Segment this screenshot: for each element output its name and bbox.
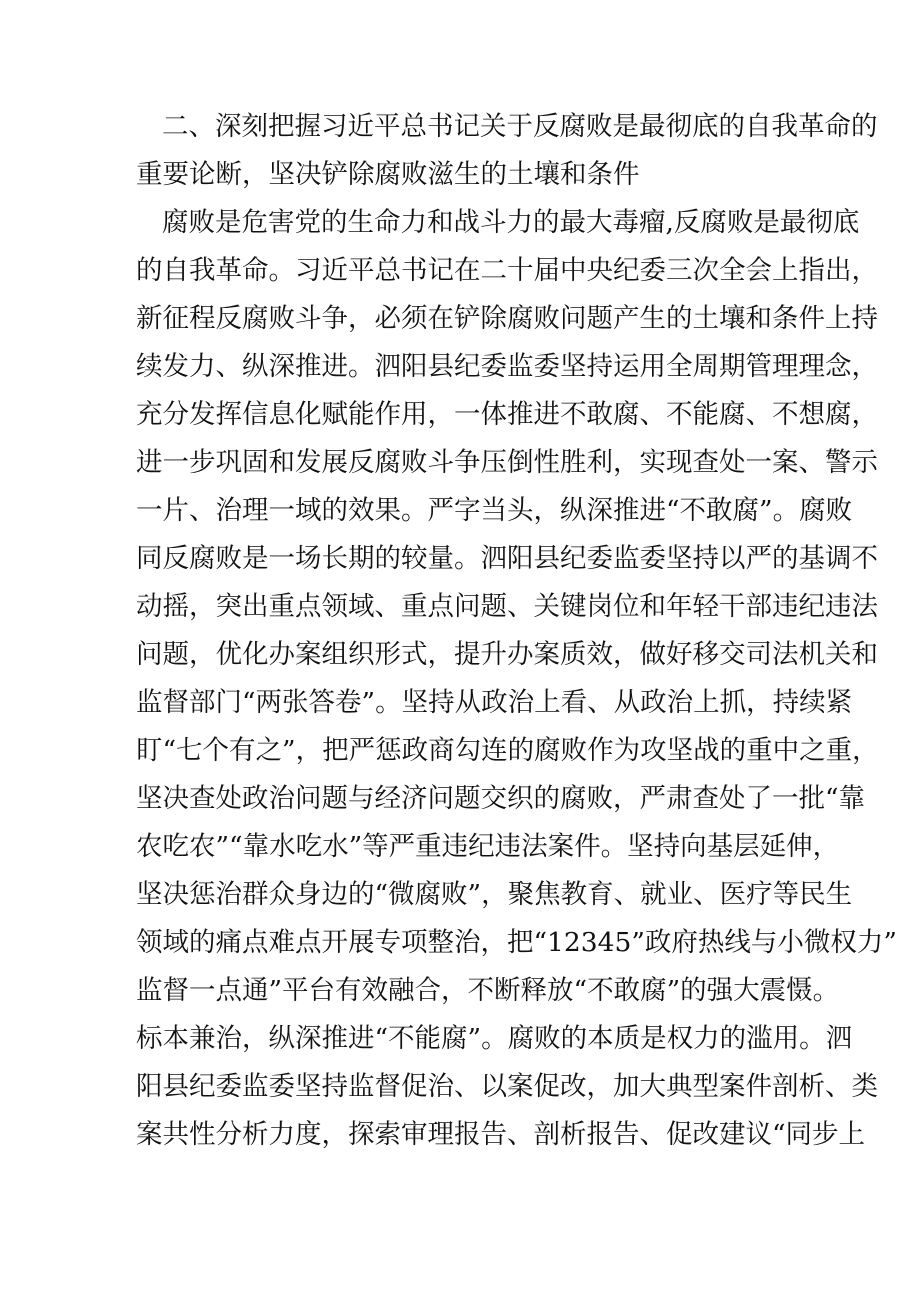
body-line: 腐败是危害党的生命力和战斗力的最大毒瘤,反腐败是最彻底 [162, 207, 860, 238]
body-line: 动摇，突出重点领域、重点问题、关键岗位和年轻干部违纪违法 [136, 591, 878, 622]
body-line: 进一步巩固和发展反腐败斗争压倒性胜利，实现查处一案、警示 [136, 447, 878, 478]
body-line: 案共性分析力度，探索审理报告、剖析报告、促改建议“同步上 [136, 1119, 866, 1150]
body-line: 领域的痛点难点开展专项整治，把“12345”政府热线与小微权力” [136, 927, 897, 958]
body-line: 监督一点通”平台有效融合，不断释放“不敢腐”的强大震慑。 [136, 975, 840, 1006]
body-line: 充分发挥信息化赋能作用，一体推进不敢腐、不能腐、不想腐， [136, 399, 878, 430]
body-line: 问题，优化办案组织形式，提升办案质效，做好移交司法机关和 [136, 639, 878, 670]
heading-line: 重要论断，坚决铲除腐败滋生的土壤和条件 [136, 159, 640, 190]
section-heading [136, 103, 878, 199]
body-line: 坚决查处政治问题与经济问题交织的腐败，严肃查处了一批“靠 [136, 783, 866, 814]
body-line: 监督部门“两张答卷”。坚持从政治上看、从政治上抓，持续紧 [136, 687, 853, 718]
document-page [136, 103, 897, 1159]
body-line: 续发力、纵深推进。泗阳县纪委监委坚持运用全周期管理理念， [136, 351, 878, 382]
body-line: 新征程反腐败斗争，必须在铲除腐败问题产生的土壤和条件上持 [136, 303, 878, 334]
body-line: 坚决惩治群众身边的“微腐败”，聚焦教育、就业、医疗等民生 [136, 879, 853, 910]
body-line: 标本兼治，纵深推进“不能腐”。腐败的本质是权力的滥用。泗 [136, 1023, 853, 1054]
body-line: 的自我革命。习近平总书记在二十届中央纪委三次全会上指出， [136, 255, 878, 286]
body-line: 一片、治理一域的效果。严字当头，纵深推进“不敢腐”。腐败 [136, 495, 853, 526]
body-line: 农吃农”“靠水吃水”等严重违纪违法案件。坚持向基层延伸， [136, 831, 840, 862]
body-line: 阳县纪委监委坚持监督促治、以案促改，加大典型案件剖析、类 [136, 1071, 878, 1102]
body-line: 同反腐败是一场长期的较量。泗阳县纪委监委坚持以严的基调不 [136, 543, 878, 574]
body-line: 盯“七个有之”，把严惩政商勾连的腐败作为攻坚战的重中之重， [136, 735, 879, 766]
body-paragraph [136, 199, 897, 1159]
heading-line: 二、深刻把握习近平总书记关于反腐败是最彻底的自我革命的 [162, 111, 878, 142]
